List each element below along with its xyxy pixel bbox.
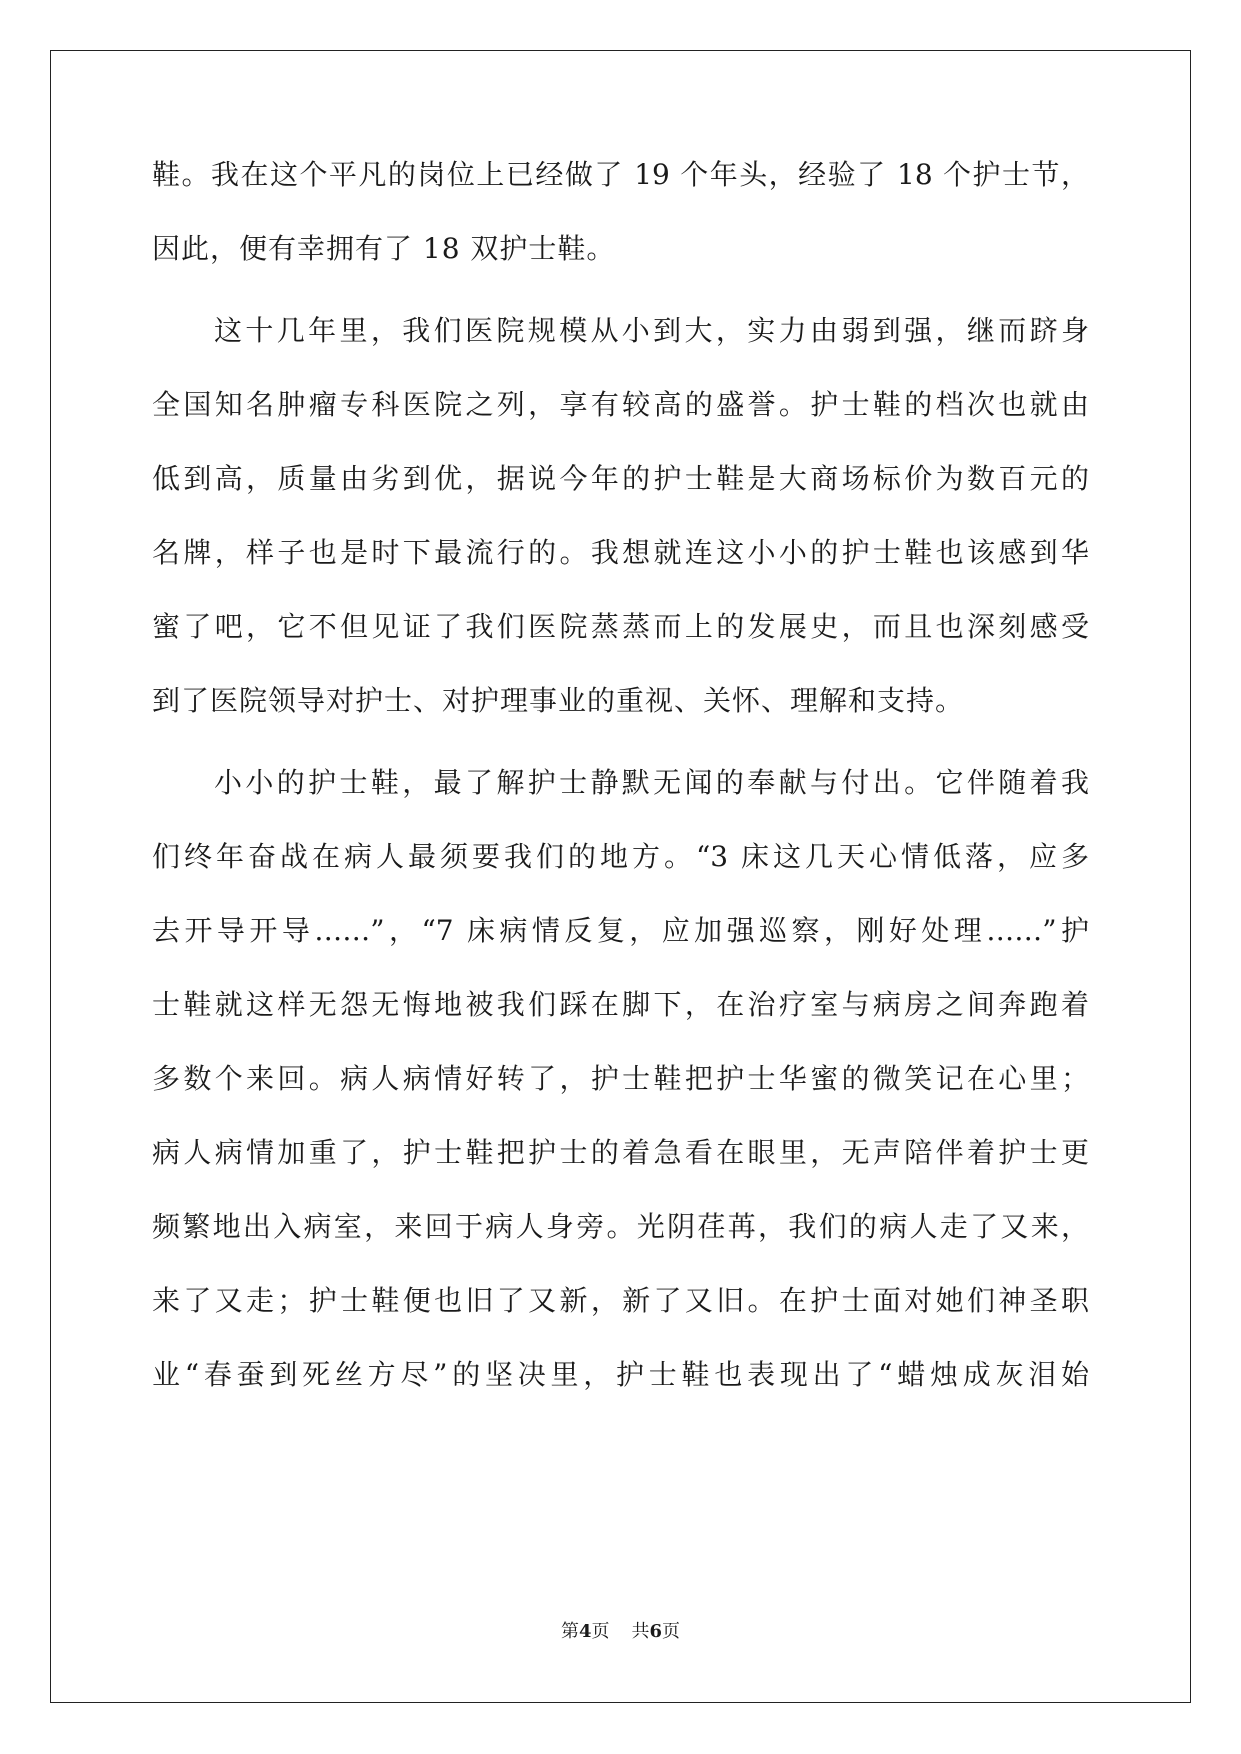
text-line: 低到高，质量由劣到优，据说今年的护士鞋是大商场标价为数百元的	[152, 462, 1089, 495]
text-line: 名牌，样子也是时下最流行的。我想就连这小小的护士鞋也该感到华	[152, 536, 1089, 569]
footer-total-suffix: 页	[662, 1621, 681, 1642]
footer-page-suffix: 页	[591, 1621, 610, 1642]
text-line: 来了又走；护士鞋便也旧了又新，新了又旧。在护士面对她们神圣职	[152, 1284, 1089, 1317]
page-footer	[0, 1620, 1241, 1644]
text-line: 全国知名肿瘤专科医院之列，享有较高的盛誉。护士鞋的档次也就由	[152, 388, 1089, 421]
text-line: 鞋。我在这个平凡的岗位上已经做了 19 个年头，经验了 18 个护士节，	[152, 158, 1089, 191]
footer-prefix: 第	[560, 1621, 579, 1642]
current-page-number: 4	[578, 1621, 592, 1642]
text-line: 因此，便有幸拥有了 18 双护士鞋。	[152, 232, 616, 265]
text-line: 病人病情加重了，护士鞋把护士的着急看在眼里，无声陪伴着护士更	[152, 1136, 1089, 1169]
paragraph-first-line: 这十几年里，我们医院规模从小到大，实力由弱到强，继而跻身	[214, 314, 1089, 347]
text-line: 到了医院领导对护士、对护理事业的重视、关怀、理解和支持。	[152, 684, 965, 717]
text-line: 士鞋就这样无怨无悔地被我们踩在脚下，在治疗室与病房之间奔跑着	[152, 988, 1089, 1021]
text-line: 蜜了吧，它不但见证了我们医院蒸蒸而上的发展史，而且也深刻感受	[152, 610, 1089, 643]
text-line: 业“春蚕到死丝方尽”的坚决里，护士鞋也表现出了“蜡烛成灰泪始	[152, 1358, 1089, 1391]
text-line: 去开导开导……”，“7 床病情反复，应加强巡察，刚好处理……”护	[152, 914, 1089, 947]
text-line: 频繁地出入病室，来回于病人身旁。光阴荏苒，我们的病人走了又来，	[152, 1210, 1089, 1243]
total-page-number: 6	[649, 1621, 663, 1642]
footer-total-prefix: 共	[631, 1621, 650, 1642]
text-line: 们终年奋战在病人最须要我们的地方。“3 床这几天心情低落，应多	[152, 840, 1089, 873]
text-line: 多数个来回。病人病情好转了，护士鞋把护士华蜜的微笑记在心里；	[152, 1062, 1089, 1095]
paragraph-first-line: 小小的护士鞋，最了解护士静默无闻的奉献与付出。它伴随着我	[214, 766, 1089, 799]
